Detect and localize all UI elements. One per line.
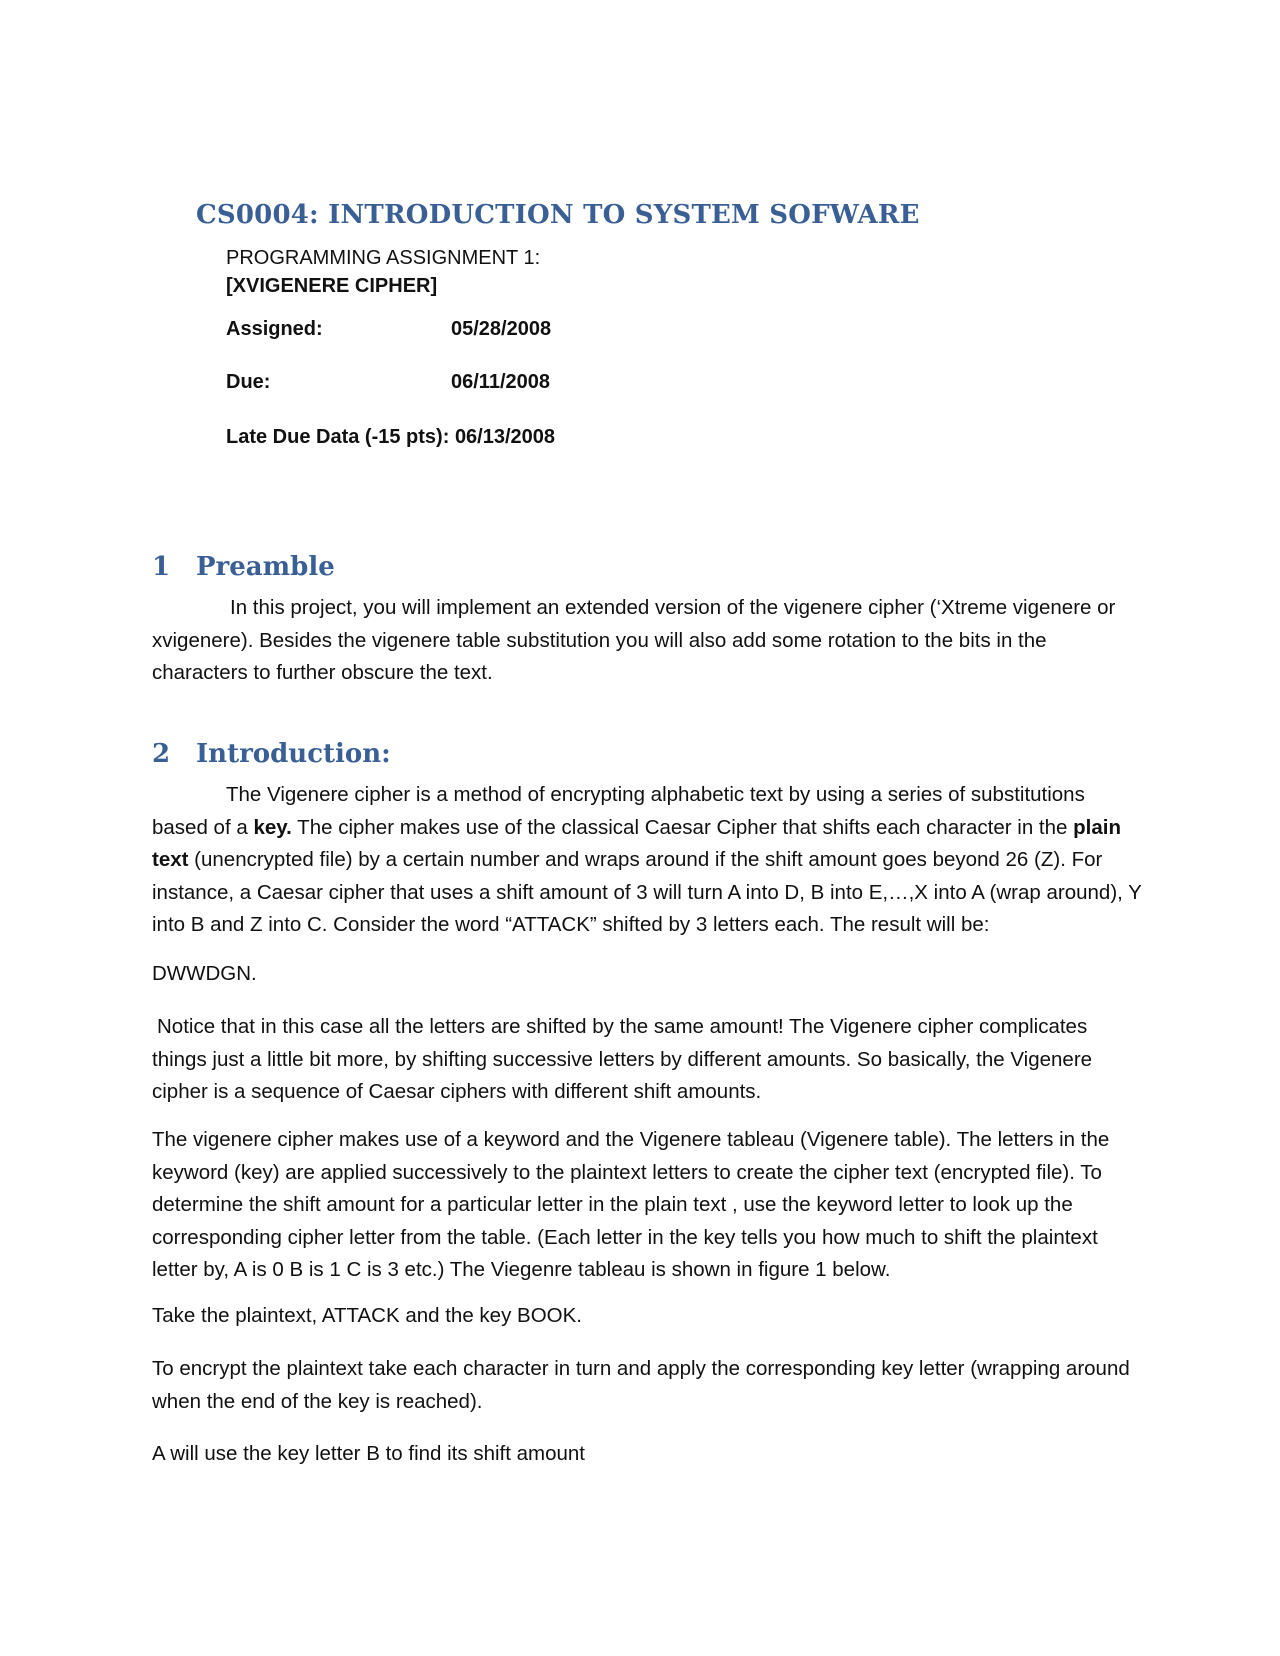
course-title: CS0004: INTRODUCTION TO SYSTEM SOFWARE <box>196 200 920 230</box>
section-number: 2 <box>152 739 171 769</box>
due-date: 06/11/2008 <box>451 371 550 393</box>
late-due-label: Late Due Data (-15 pts): <box>226 426 450 448</box>
intro-text-3: (unencrypted file) by a certain number and wraps around if the shift amount goes beyond 26 (Z). For instance, a Caesar cipher that uses a shift amount of 3 will turn A into D, B into E,…,X into A (wrap around), Y into B and Z into C. Consider the word “ATTACK” shifted by 3 letters each. The result will be: <box>152 848 1142 936</box>
assigned-row <box>226 318 926 371</box>
assigned-date: 05/28/2008 <box>451 318 552 340</box>
paragraph: To encrypt the plaintext take each character in turn and apply the corresponding key letter (wrapping around when the end of the key is reached). <box>152 1357 1130 1413</box>
assignment-line: PROGRAMMING ASSIGNMENT 1: <box>226 247 541 269</box>
section-heading-introduction <box>152 739 391 769</box>
section-number: 1 <box>152 552 171 582</box>
section-heading-preamble <box>152 552 335 582</box>
assignment-header <box>226 244 926 300</box>
paragraph: In this project, you will implement an extended version of the vigenere cipher (‘Xtreme vigenere or xvigenere). Besides the vigenere table substitution you will also add some rotation to the bits in the characters to further obscure the text. <box>152 596 1116 684</box>
paragraph: DWWDGN. <box>152 962 257 985</box>
key-letter-paragraph <box>152 1438 1142 1471</box>
paragraph: Take the plaintext, ATTACK and the key BOOK. <box>152 1304 582 1327</box>
due-label: Due: <box>226 371 271 393</box>
late-due-date: 06/13/2008 <box>454 426 556 448</box>
dates-block <box>226 318 926 448</box>
assignment-name: [XVIGENERE CIPHER] <box>226 275 438 297</box>
assigned-label: Assigned: <box>226 318 323 340</box>
intro-bold-plain-text: plain text <box>152 815 1121 871</box>
introduction-body <box>152 779 1142 942</box>
preamble-body <box>152 592 1142 690</box>
paragraph <box>152 779 1142 942</box>
intro-text-1: The Vigenere cipher is a method of encrypting alphabetic text by using a series of substitutions based of a <box>152 783 1085 839</box>
example-result <box>152 958 1142 991</box>
intro-text-2: The cipher makes use of the classical Caesar Cipher that shifts each character in the <box>291 815 1074 839</box>
notice-paragraph <box>152 1011 1142 1109</box>
plaintext-paragraph <box>152 1300 1142 1333</box>
section-title: Preamble <box>196 552 335 582</box>
encrypt-paragraph <box>152 1353 1142 1418</box>
tableau-paragraph <box>152 1124 1142 1287</box>
paragraph: A will use the key letter B to find its shift amount <box>152 1442 585 1465</box>
due-row <box>226 371 926 424</box>
paragraph: Notice that in this case all the letters are shifted by the same amount! The Vigenere cipher complicates things just a little bit more, by shifting successive letters by different amounts. So basically, the Vigenere cipher is a sequence of Caesar ciphers with different shift amounts. <box>152 1015 1093 1103</box>
intro-bold-key: key. <box>253 815 292 839</box>
late-due-row <box>226 426 555 449</box>
section-title: Introduction: <box>196 739 391 769</box>
paragraph: The vigenere cipher makes use of a keyword and the Vigenere tableau (Vigenere table). The letters in the keyword (key) are applied successively to the plaintext letters to create the cipher text (encrypted file). To determine the shift amount for a particular letter in the plain text , use the keyword letter to look up the corresponding cipher letter from the table. (Each letter in the key tells you how much to shift the plaintext letter by, A is 0 B is 1 C is 3 etc.) The Viegenre tableau is shown in figure 1 below. <box>152 1128 1110 1281</box>
